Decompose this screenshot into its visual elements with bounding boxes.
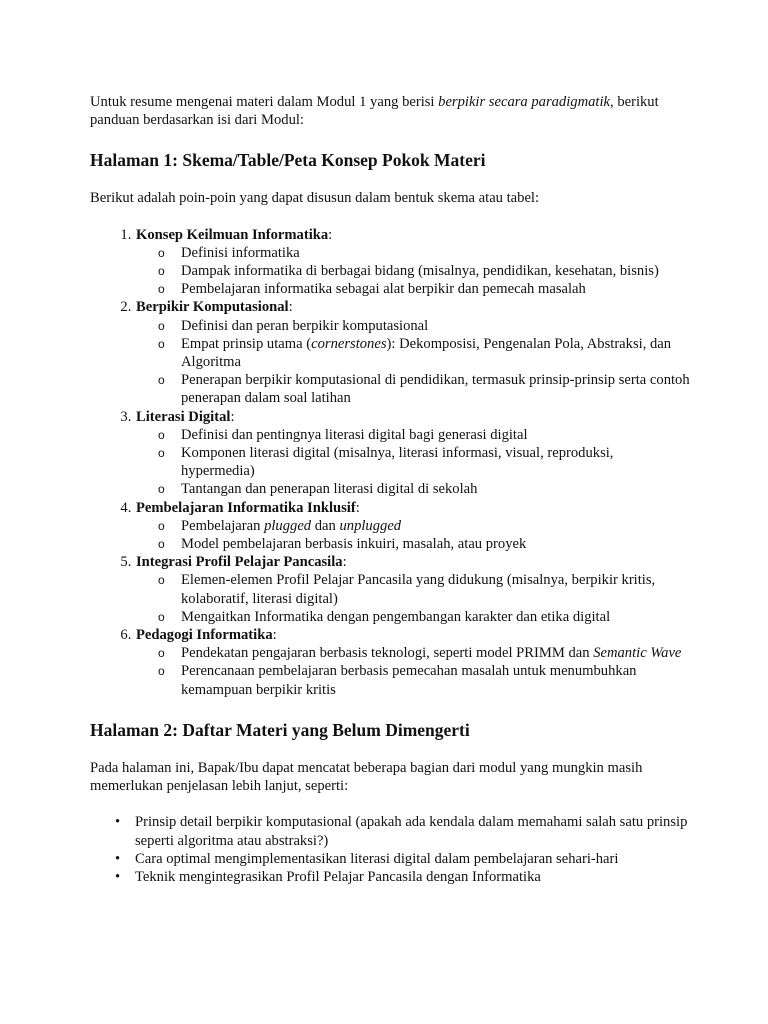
topic-colon: : (342, 554, 347, 571)
topic-title: Pembelajaran Informatika Inklusif (136, 499, 356, 516)
unclear-topic-item (115, 850, 690, 868)
subtopic-text: Definisi dan pentingnya literasi digital bagi generasi digital (181, 426, 528, 443)
subtopic-text: Definisi dan peran berpikir komputasional (181, 317, 429, 334)
subtopic-list (136, 571, 690, 626)
subtopic-text: Perencanaan pembelajaran berbasis pemecahan masalah untuk menumbuhkan kemampuan berpikir kritis (181, 663, 637, 698)
sub-bullet-marker: o (158, 609, 165, 624)
sub-bullet-marker: o (158, 245, 165, 260)
subtopic-item (158, 371, 690, 407)
unclear-topic-item (115, 813, 690, 849)
subtopic-text: Dampak informatika di berbagai bidang (misalnya, pendidikan, kesehatan, bisnis) (181, 263, 659, 280)
topic-item (135, 298, 690, 407)
subtopic-text: Elemen-elemen Profil Pelajar Pancasila yang didukung (misalnya, berpikir kritis, kolaboratif, literasi digital) (181, 572, 656, 607)
subtopic-item (158, 317, 690, 335)
subtopic-italic: cornerstones (311, 335, 387, 352)
subtopic-text-b: dan (311, 517, 340, 534)
topic-item (135, 499, 690, 554)
subtopic-list (136, 426, 690, 499)
subtopic-text: Penerapan berpikir komputasional di pendidikan, termasuk prinsip-prinsip serta contoh penerapan dalam soal latihan (181, 372, 690, 407)
sub-bullet-marker: o (158, 664, 165, 679)
subtopic-item (158, 517, 690, 535)
subtopic-item (158, 535, 690, 553)
subtopic-text: Mengaitkan Informatika dengan pengembangan karakter dan etika digital (181, 608, 611, 625)
topic-item (135, 408, 690, 499)
topic-colon: : (288, 299, 293, 316)
topic-title: Pedagogi Informatika (136, 627, 273, 644)
subtopic-list (136, 517, 690, 553)
sub-bullet-marker: o (158, 264, 165, 279)
sub-bullet-marker: o (158, 482, 165, 497)
subtopic-text: Pembelajaran informatika sebagai alat berpikir dan pemecah masalah (181, 281, 586, 298)
topic-list (90, 226, 690, 699)
subtopic-text: Komponen literasi digital (misalnya, literasi informasi, visual, reproduksi, hypermedia) (181, 445, 614, 480)
intro-text-before: Untuk resume mengenai materi dalam Modul 1 yang berisi (90, 94, 439, 110)
intro-italic-term: berpikir secara paradigmatik (438, 94, 611, 110)
topic-title: Integrasi Profil Pelajar Pancasila (136, 554, 343, 571)
section2-lead: Pada halaman ini, Bapak/Ibu dapat mencatat beberapa bagian dari modul yang mungkin masih memerlukan penjelasan lebih lanjut, seperti: (90, 759, 643, 795)
subtopic-italic-2: unplugged (339, 517, 402, 534)
subtopic-item (158, 444, 690, 480)
unclear-topic-text: Prinsip detail berpikir komputasional (apakah ada kendala dalam memahami salah satu prinsip seperti algoritma atau abstraksi?) (135, 814, 688, 849)
subtopic-item (158, 335, 690, 371)
sub-bullet-marker: o (158, 518, 165, 533)
intro-text-after: , berikut panduan berdasarkan isi dari Modul: (90, 94, 659, 129)
topic-item (135, 226, 690, 299)
unclear-topic-text: Teknik mengintegrasikan Profil Pelajar Pancasila dengan Informatika (135, 868, 541, 885)
subtopic-list (136, 317, 690, 408)
subtopic-text-a: Pendekatan pengajaran berbasis teknologi, seperti model PRIMM dan (181, 645, 594, 662)
subtopic-item (158, 571, 690, 607)
subtopic-text: Tantangan dan penerapan literasi digital di sekolah (181, 481, 478, 498)
topic-colon: : (230, 408, 235, 425)
sub-bullet-marker: o (158, 318, 165, 333)
subtopic-item (158, 280, 690, 298)
topic-item (135, 553, 690, 626)
unclear-topics-list (90, 813, 690, 886)
subtopic-text: Definisi informatika (181, 244, 300, 261)
sub-bullet-marker: o (158, 646, 165, 661)
section1-heading: Halaman 1: Skema/Table/Peta Konsep Pokok Materi (90, 150, 486, 171)
document-page (90, 93, 690, 886)
subtopic-text-a: Pembelajaran (181, 517, 265, 534)
subtopic-text-b: ): Dekomposisi, Pengenalan Pola, Abstraksi, dan Algoritma (181, 335, 672, 371)
sub-bullet-marker: o (158, 336, 165, 351)
subtopic-text-a: Empat prinsip utama ( (181, 335, 312, 352)
topic-title: Literasi Digital (136, 408, 231, 425)
subtopic-list (136, 644, 690, 699)
bullet-marker: • (115, 814, 121, 831)
topic-title: Konsep Keilmuan Informatika (136, 226, 329, 243)
topic-item (135, 626, 690, 699)
sub-bullet-marker: o (158, 373, 165, 388)
sub-bullet-marker: o (158, 446, 165, 461)
subtopic-list (136, 244, 690, 299)
section1-lead: Berikut adalah poin-poin yang dapat disusun dalam bentuk skema atau tabel: (90, 190, 540, 207)
subtopic-item (158, 662, 690, 698)
subtopic-item (158, 426, 690, 444)
intro-paragraph (90, 93, 690, 129)
topic-colon: : (328, 226, 333, 243)
bullet-marker: • (115, 868, 121, 885)
topic-title: Berpikir Komputasional (136, 299, 289, 316)
topic-colon: : (272, 627, 277, 644)
section2-heading: Halaman 2: Daftar Materi yang Belum Dimengerti (90, 719, 470, 740)
subtopic-item (158, 480, 690, 498)
bullet-marker: • (115, 850, 121, 867)
sub-bullet-marker: o (158, 427, 165, 442)
subtopic-item (158, 608, 690, 626)
subtopic-item (158, 244, 690, 262)
subtopic-text: Model pembelajaran berbasis inkuiri, masalah, atau proyek (181, 536, 527, 553)
unclear-topic-item (115, 868, 690, 886)
sub-bullet-marker: o (158, 573, 165, 588)
subtopic-italic: Semantic Wave (593, 645, 682, 662)
subtopic-italic: plugged (264, 517, 312, 534)
subtopic-item (158, 644, 690, 662)
sub-bullet-marker: o (158, 282, 165, 297)
sub-bullet-marker: o (158, 537, 165, 552)
subtopic-item (158, 262, 690, 280)
topic-colon: : (355, 499, 360, 516)
unclear-topic-text: Cara optimal mengimplementasikan literasi digital dalam pembelajaran sehari-hari (135, 850, 619, 867)
